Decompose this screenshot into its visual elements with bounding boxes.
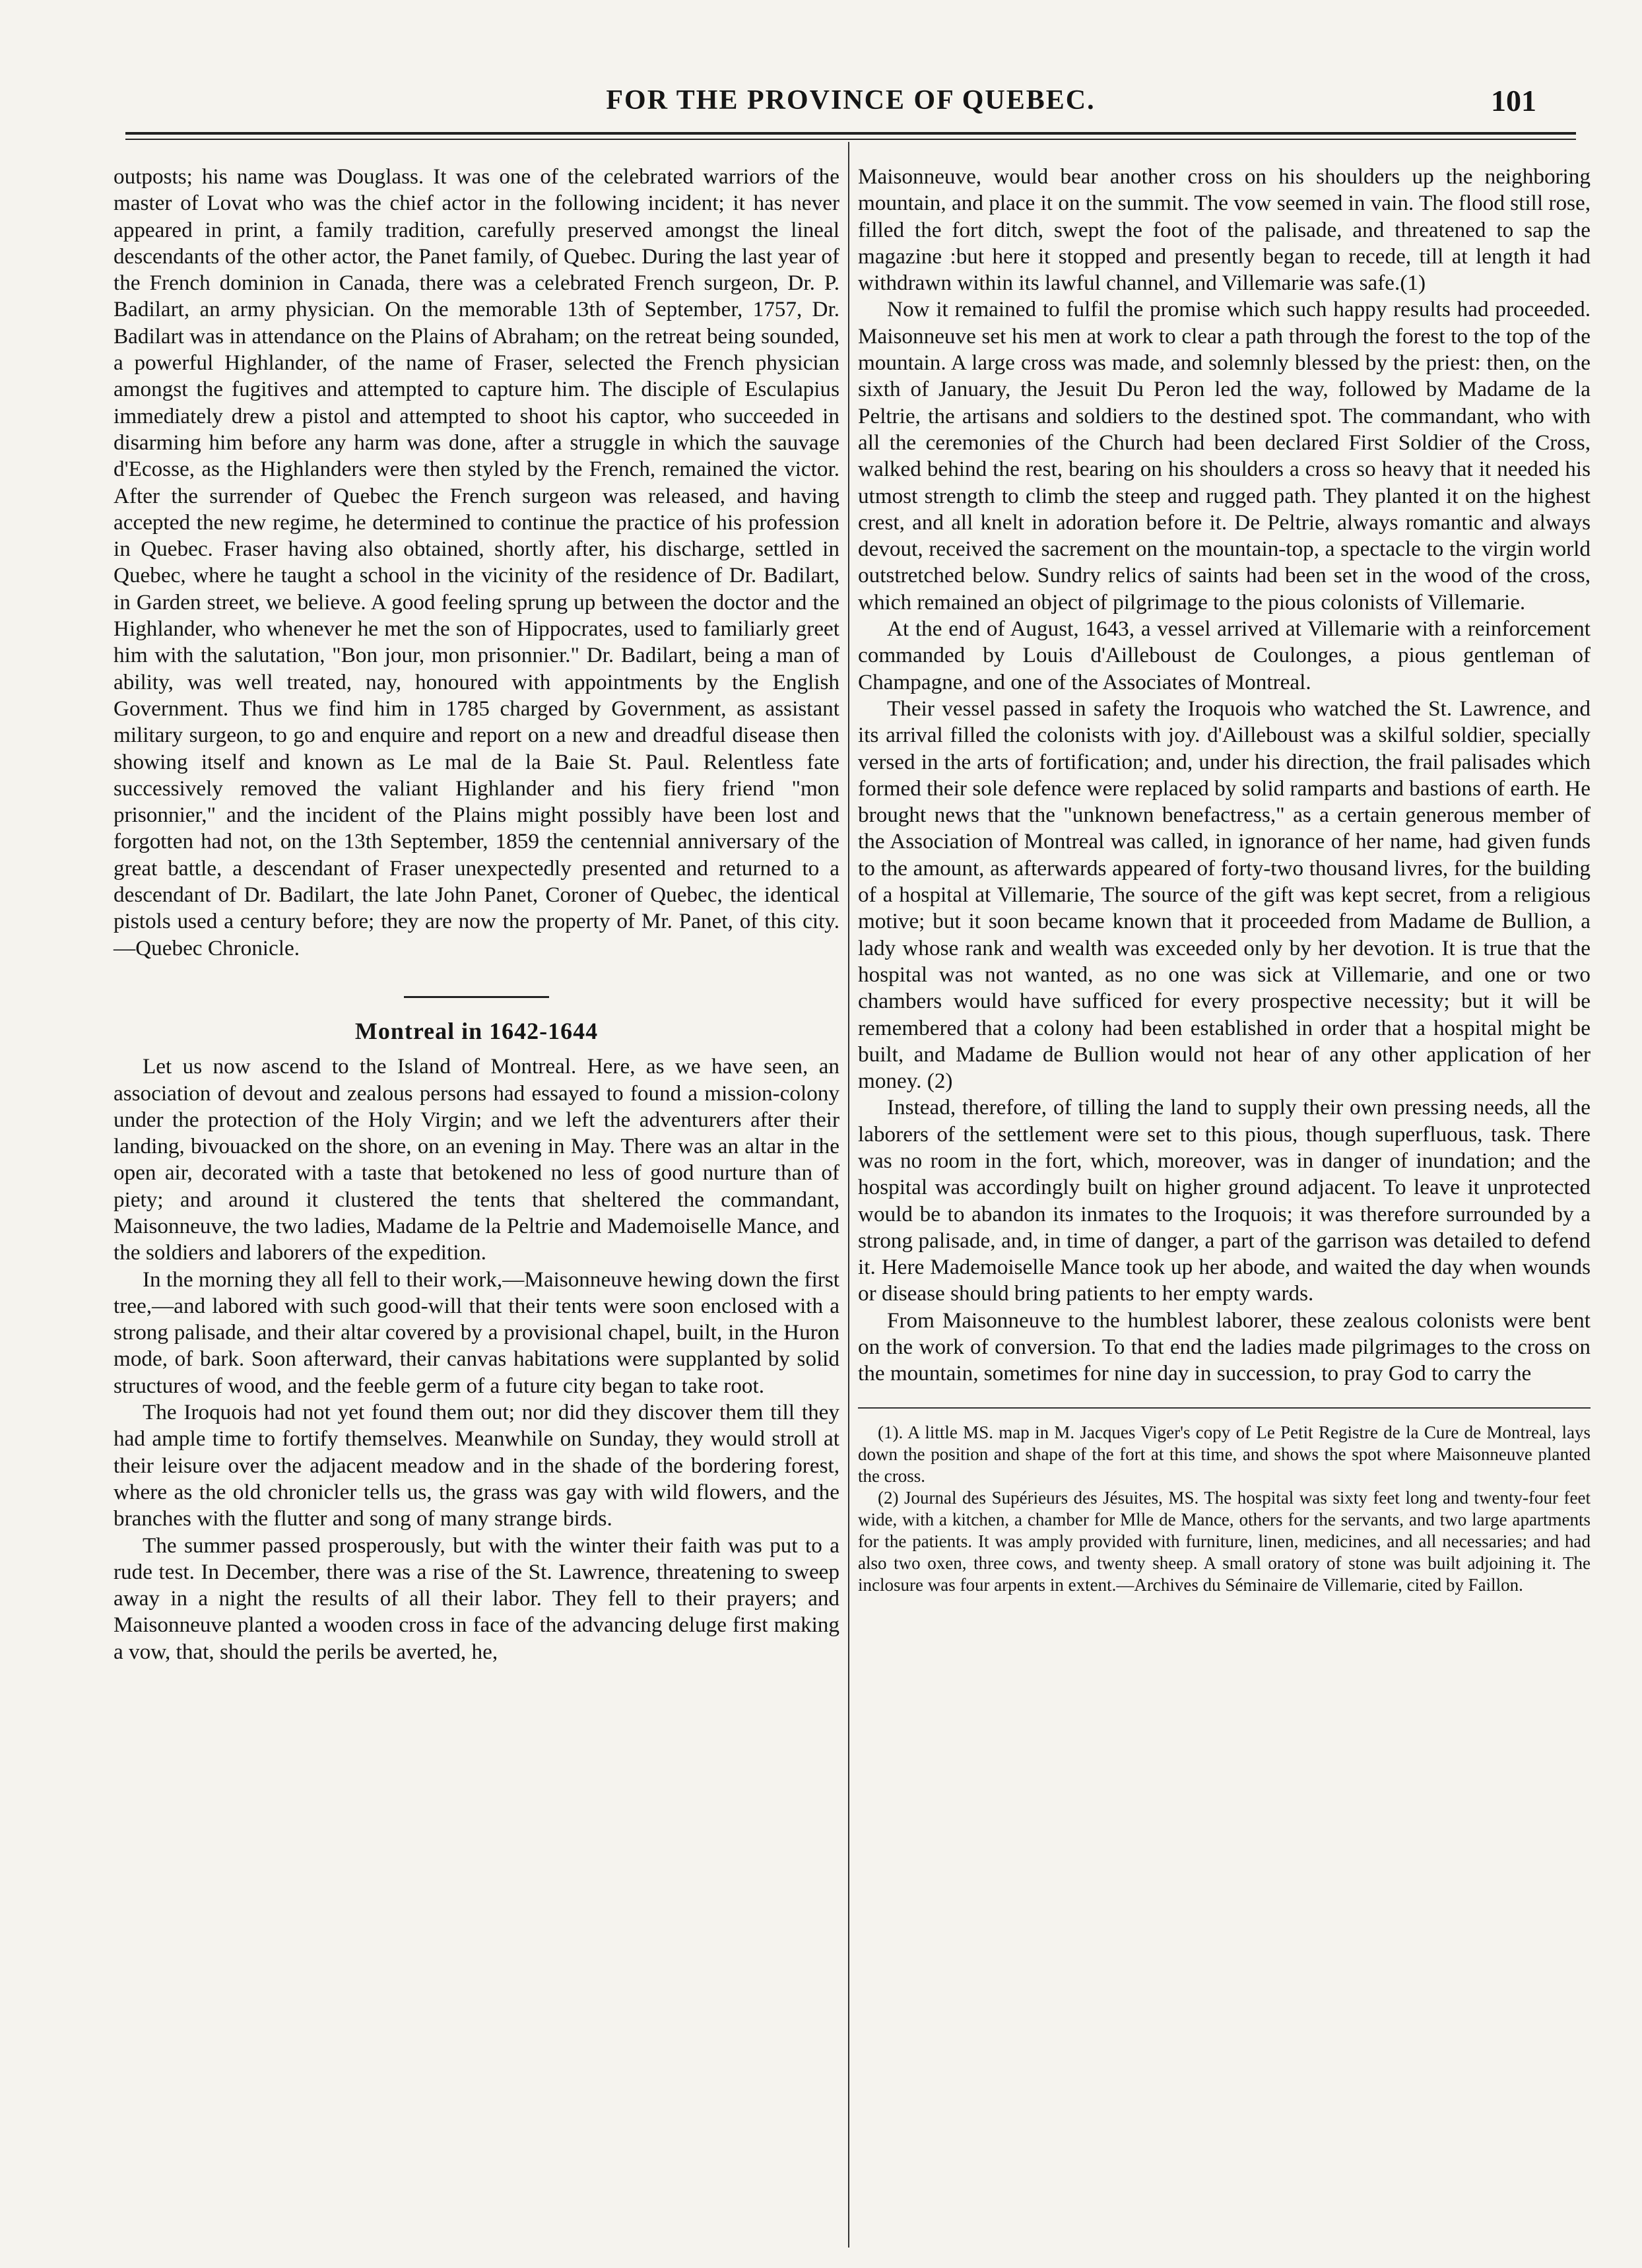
article-paragraph: Their vessel passed in safety the Iroquois who watched the St. Lawrence, and its arrival filled the colonists with joy. d'Ailleboust was a skilful soldier, specially versed in the arts of fortification; and, under his direction, the frail palisades which formed their sole defence were replaced by solid ramparts and bastions of earth. He brought news that the "unknown benefactress," as a certain generous member of the Association of Montreal was called, in ignorance of her name, had given funds to the amount, as afterwards appeared of forty-two thousand livres, for the building of a hospital at Villemarie, The source of the gift was kept secret, from a religious motive; but it soon became known that it proceeded from Madame de Bullion, a lady whose rank and wealth was exceeded only by her devotion. It is true that the hospital was not wanted, as no one was sick at Villemarie, and one or two chambers would have sufficed for every prospective necessity; but it will be remembered that a colony had been established in order that a hospital might be built, and Madame de Bullion would not hear of any other application of her money. (2) bbox=[858, 696, 1591, 1094]
left-column bbox=[114, 164, 839, 1665]
article-paragraph: At the end of August, 1643, a vessel arrived at Villemarie with a reinforcement commanded by Louis d'Ailleboust de Coulonges, a pious gentleman of Champagne, and one of the Associates of Montreal. bbox=[858, 617, 1591, 694]
right-column bbox=[858, 164, 1591, 1596]
article-paragraph: Maisonneuve, would bear another cross on his shoulders up the neighboring mountain, and place it on the summit. The vow seemed in vain. The flood still rose, filled the fort ditch, swept the foot of the palisade, and threatened to sap the magazine :but here it stopped and presently began to recede, till at length it had withdrawn within its lawful channel, and Villemarie was safe.(1) bbox=[858, 164, 1591, 296]
footnote-rule bbox=[858, 1407, 1591, 1409]
section-separator bbox=[404, 996, 549, 998]
page-number: 101 bbox=[1491, 84, 1536, 117]
footnotes bbox=[858, 1422, 1591, 1596]
column-divider bbox=[848, 142, 849, 2248]
section-title: Montreal in 1642-1644 bbox=[354, 1017, 599, 1044]
running-title: FOR THE PROVINCE OF QUEBEC. bbox=[606, 85, 1096, 116]
page-header bbox=[125, 78, 1576, 131]
article-paragraph: The Iroquois had not yet found them out; nor did they discover them till they had ample time to fortify themselves. Meanwhile on Sunday, they would stroll at their leisure over the adjacent meadow and in the shade of the bordering forest, where as the old chronicler tells us, the grass was gay with wild flowers, and the branches with the flutter and song of many strange birds. bbox=[114, 1400, 839, 1531]
header-rule bbox=[125, 132, 1576, 135]
article-paragraph: From Maisonneuve to the humblest laborer, these zealous colonists were bent on the work of conversion. To that end the ladies made pilgrimages to the cross on the mountain, sometimes for nine day in succession, to pray God to carry the bbox=[858, 1308, 1591, 1386]
footnote: (1). A little MS. map in M. Jacques Viger's copy of Le Petit Registre de la Cure de Montreal, lays down the position and shape of the fort at this time, and shows the spot where Maisonneuve planted the cross. bbox=[858, 1422, 1591, 1486]
article-paragraph: The summer passed prosperously, but with the winter their faith was put to a rude test. In December, there was a rise of the St. Lawrence, threatening to sweep away in a night the results of all their labor. They fell to their prayers; and Maisonneuve planted a wooden cross in face of the advancing deluge first making a vow, that, should the perils be averted, he, bbox=[114, 1533, 839, 1664]
article-paragraph: outposts; his name was Douglass. It was one of the celebrated warriors of the master of Lovat who was the chief actor in the following incident; it has never appeared in print, a family tradition, carefully preserved amongst the lineal descendants of the other actor, the Panet family, of Quebec. During the last year of the French dominion in Canada, there was a celebrated French surgeon, Dr. P. Badilart, an army physician. On the memorable 13th of September, 1757, Dr. Badilart was in attendance on the Plains of Abraham; on the retreat being sounded, a powerful Highlander, of the name of Fraser, selected the French physician amongst the fugitives and attempted to capture him. The disciple of Esculapius immediately drew a pistol and attempted to shoot his captor, who succeeded in disarming him before any harm was done, after a struggle in which the sauvage d'Ecosse, as the Highlanders were then styled by the French, remained the victor. After the surrender of Quebec the French surgeon was released, and having accepted the new regime, he determined to continue the practice of his profession in Quebec. Fraser having also obtained, shortly after, his discharge, settled in Quebec, where he taught a school in the vicinity of the residence of Dr. Badilart, in Garden street, we believe. A good feeling sprung up between the doctor and the Highlander, who whenever he met the son of Hippocrates, used to familiarly greet him with the salutation, "Bon jour, mon prisonnier." Dr. Badilart, being a man of ability, was well treated, nay, honoured with appointments by the English Government. Thus we find him in 1785 charged by Government, as assistant military surgeon, to go and enquire and report on a new and dreadful disease then showing itself and known as Le mal de la Baie St. Paul. Relentless fate successively removed the valiant Highlander and his fiery friend "mon prisonnier," and the incident of the Plains might possibly have been lost and forgotten had not, on the 13th September, 1859 the centennial anniversary of the great battle, a descendant of Fraser unexpectedly presented and returned to a descendant of Dr. Badilart, the late John Panet, Coroner of Quebec, the identical pistols used a century before; they are now the property of Mr. Panet, of this city.—Quebec Chronicle. bbox=[114, 164, 839, 960]
article-paragraph: Now it remained to fulfil the promise which such happy results had proceeded. Maisonneuve set his men at work to clear a path through the forest to the top of the mountain. A large cross was made, and solemnly blessed by the priest: then, on the sixth of January, the Jesuit Du Peron led the way, followed by Madame de la Peltrie, the artisans and soldiers to the destined spot. The commandant, who with all the ceremonies of the Church had been declared First Soldier of the Cross, walked behind the rest, bearing on his shoulders a cross so heavy that it needed his utmost strength to climb the steep and rugged path. They planted it on the highest crest, and all knelt in adoration before it. De Peltrie, always romantic and always devout, received the sacrement on the mountain-top, a spectacle to the virgin world outstretched below. Sundry relics of saints had been set in the wood of the cross, which remained an object of pilgrimage to the pious colonists of Villemarie. bbox=[858, 297, 1591, 615]
footnote: (2) Journal des Supérieurs des Jésuites, MS. The hospital was sixty feet long and twenty-four feet wide, with a kitchen, a chamber for Mlle de Mance, others for the servants, and two large apartments for the patients. It was amply provided with furniture, linen, medicines, and all necessaries; and had also two oxen, three cows, and twenty sheep. A small oratory of stone was built adjoining it. The inclosure was four arpents in extent.—Archives du Séminaire de Villemarie, cited by Faillon. bbox=[858, 1487, 1591, 1595]
header-rule-thin bbox=[125, 139, 1576, 140]
article-paragraph: Let us now ascend to the Island of Montreal. Here, as we have seen, an association of devout and zealous persons had essayed to found a mission-colony under the protection of the Holy Virgin; and we left the adventurers after their landing, bivouacked on the shore, on an evening in May. There was an altar in the open air, decorated with a taste that betokened no less of good nurture than of piety; and around it clustered the tents that sheltered the commandant, Maisonneuve, the two ladies, Madame de la Peltrie and Mademoiselle Mance, and the soldiers and laborers of the expedition. bbox=[114, 1054, 839, 1265]
article-paragraph: Instead, therefore, of tilling the land to supply their own pressing needs, all the laborers of the settlement were set to this pious, though superfluous, task. There was no room in the fort, which, moreover, was in danger of inundation; and the hospital was accordingly built on higher ground adjacent. To leave it unprotected would be to abandon its inmates to the Iroquois; it was therefore surrounded by a strong palisade, and, in time of danger, a part of the garrison was detailed to defend it. Here Mademoiselle Mance took up her abode, and waited the day when wounds or disease should bring patients to her empty wards. bbox=[858, 1095, 1591, 1306]
article-paragraph: In the morning they all fell to their work,—Maisonneuve hewing down the first tree,—and labored with such good-will that their tents were soon enclosed with a strong palisade, and their altar covered by a provisional chapel, built, in the Huron mode, of bark. Soon afterward, their canvas habitations were supplanted by solid structures of wood, and the feeble germ of a future city began to take root. bbox=[114, 1267, 839, 1398]
